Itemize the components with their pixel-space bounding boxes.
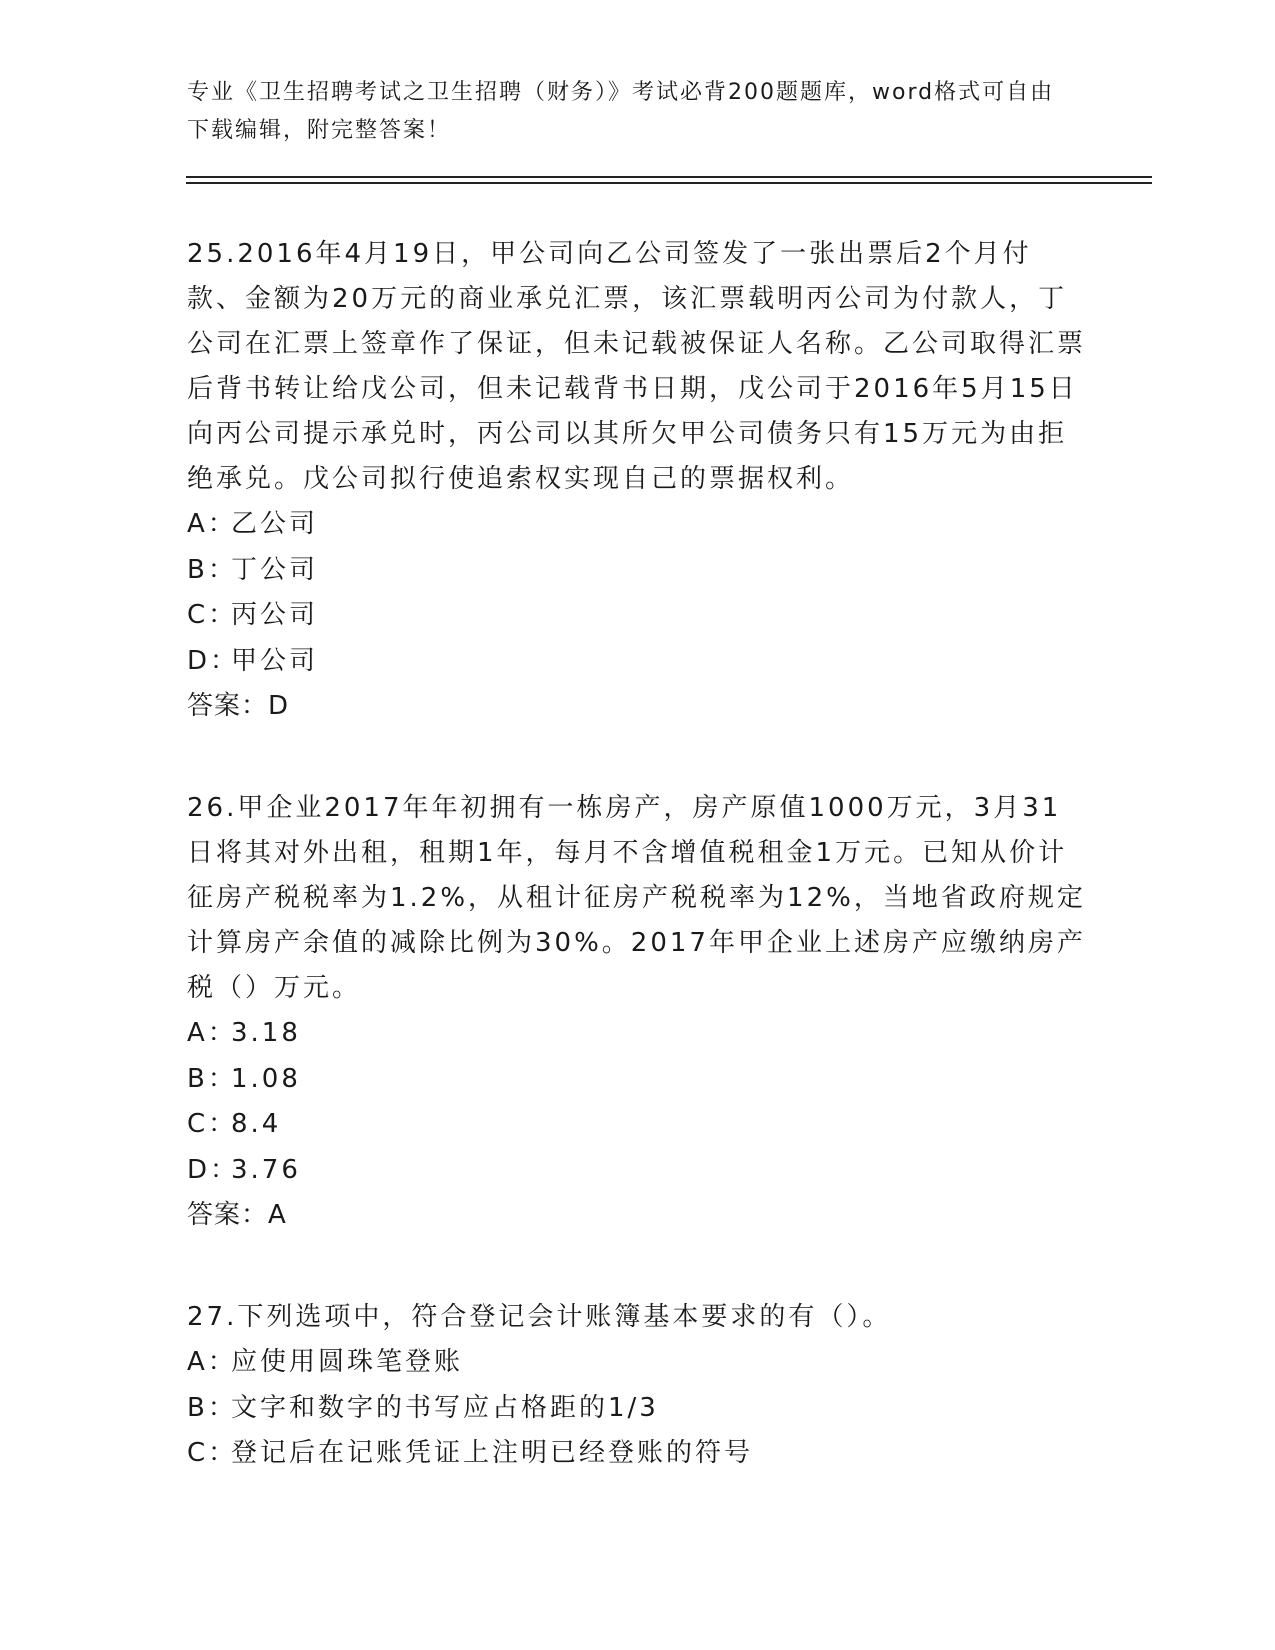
answer-label: 答案：: [187, 1200, 269, 1230]
option-a: [187, 1340, 1087, 1386]
option-d: [187, 1148, 1087, 1194]
option-text: 登记后在记账凭证上注明已经登账的符号: [231, 1438, 754, 1468]
answer-line: [187, 1193, 1087, 1238]
option-b: [187, 1386, 1087, 1432]
question-stem: 27.下列选项中，符合登记会计账簿基本要求的有（）。: [187, 1302, 892, 1332]
question-stem: 26.甲企业2017年年初拥有一栋房产，房产原值1000万元，3月31日将其对外出租，租期1年，每月不含增值税租金1万元。已知从价计征房产税税率为1.2%，从租计征房产税税率为12%，当地省政府规定计算房产余值的减除比例为30%。2017年甲企业上述房产应缴纳房产税（）万元。: [187, 793, 1086, 1003]
question-list: [187, 232, 1087, 1534]
answer-line: [187, 684, 1087, 729]
option-letter: A：: [187, 509, 237, 539]
document-header: [187, 74, 1067, 150]
option-letter: B：: [187, 554, 237, 585]
header-intro-text: 专业《卫生招聘考试之卫生招聘（财务）》考试必背200题题库，word格式可自由下载编辑，附完整答案！: [187, 80, 1055, 143]
option-d: [187, 639, 1087, 685]
option-b: [187, 1057, 1087, 1103]
answer-value: A: [268, 1200, 289, 1230]
option-a: [187, 502, 1087, 548]
option-text: 3.76: [231, 1154, 301, 1185]
option-b: [187, 548, 1087, 594]
option-text: 文字和数字的书写应占格距的1/3: [231, 1392, 659, 1423]
option-text: 8.4: [231, 1109, 282, 1139]
question-27: [187, 1295, 1087, 1477]
option-letter: A：: [187, 1347, 237, 1377]
option-text: 3.18: [231, 1018, 301, 1048]
answer-label: 答案：: [187, 691, 269, 721]
option-letter: D：: [187, 645, 240, 676]
question-25: [187, 232, 1087, 729]
option-letter: C：: [187, 600, 238, 630]
option-text: 甲公司: [231, 645, 319, 676]
question-26: [187, 786, 1087, 1238]
option-letter: C：: [187, 1109, 238, 1139]
option-c: [187, 1102, 1087, 1148]
option-text: 丙公司: [231, 600, 319, 630]
option-letter: D：: [187, 1154, 240, 1185]
option-letter: B：: [187, 1392, 237, 1423]
option-c: [187, 1431, 1087, 1477]
option-a: [187, 1011, 1087, 1057]
option-c: [187, 593, 1087, 639]
answer-value: D: [268, 691, 292, 721]
option-text: 1.08: [231, 1063, 301, 1094]
question-stem: 25.2016年4月19日，甲公司向乙公司签发了一张出票后2个月付款、金额为20万元的商业承兑汇票，该汇票载明丙公司为付款人，丁公司在汇票上签章作了保证，但未记载被保证人名称。乙公司取得汇票后背书转让给戊公司，但未记载背书日期，戊公司于2016年5月15日向丙公司提示承兑时，丙公司以其所欠甲公司债务只有15万元为由拒绝承兑。戊公司拟行使追索权实现自己的票据权利。: [187, 239, 1087, 494]
header-divider-top: [186, 176, 1152, 178]
option-letter: C：: [187, 1438, 238, 1468]
option-letter: A：: [187, 1018, 237, 1048]
option-text: 乙公司: [231, 509, 319, 539]
option-letter: B：: [187, 1063, 237, 1094]
option-text: 丁公司: [231, 554, 319, 585]
header-divider-bottom: [186, 182, 1152, 184]
option-text: 应使用圆珠笔登账: [231, 1347, 464, 1377]
